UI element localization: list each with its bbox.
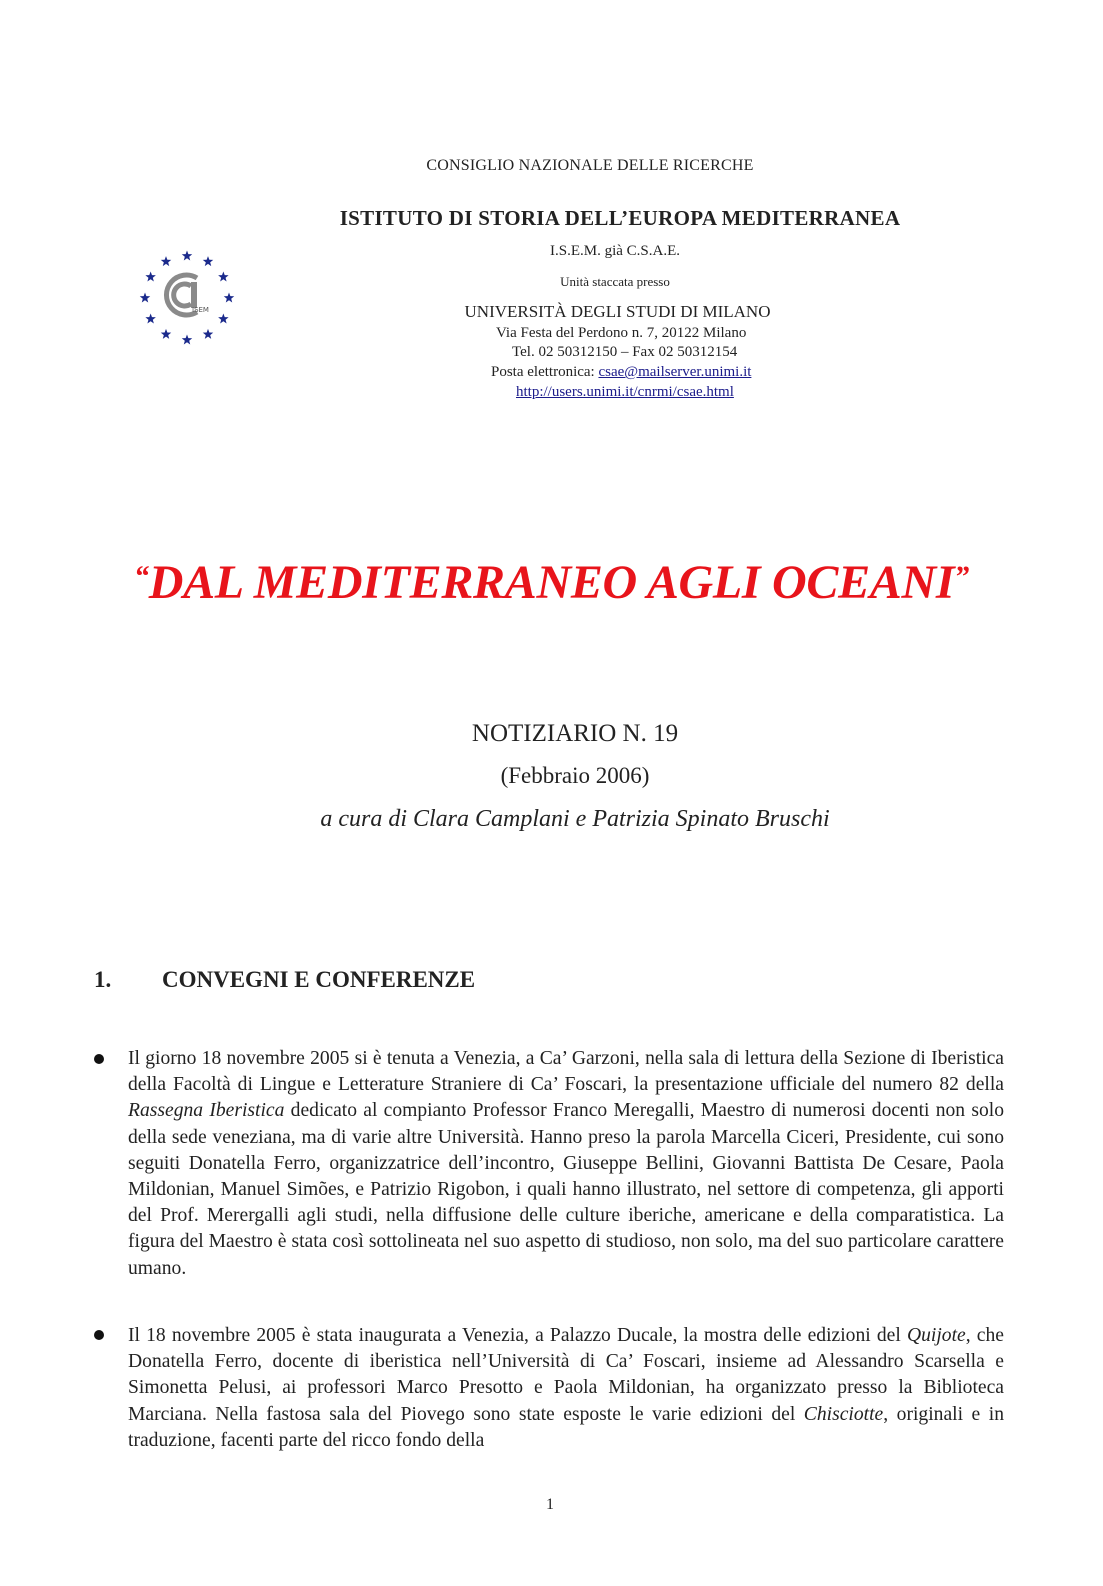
bullet-icon	[94, 1054, 104, 1064]
newsletter-title	[100, 555, 1003, 610]
star-icon	[203, 256, 213, 266]
title-open-quote: “	[134, 560, 149, 593]
star-icon	[145, 314, 155, 324]
issue-editors: a cura di Clara Camplani e Patrizia Spinato Bruschi	[320, 806, 830, 832]
website-link[interactable]: http://users.unimi.it/cnrmi/csae.html	[516, 384, 734, 400]
list-item	[128, 1323, 1004, 1454]
star-icon	[145, 272, 155, 282]
journal-title: Rassegna Iberistica	[128, 1100, 285, 1122]
cnr-heading: CONSIGLIO NAZIONALE DELLE RICERCHE	[426, 157, 754, 174]
section-heading	[94, 967, 475, 993]
star-icon	[140, 293, 150, 303]
bullet-icon	[94, 1330, 104, 1340]
paragraph-text: Il 18 novembre 2005 è stata inaugurata a Venezia, a Palazzo Ducale, la mostra delle edizioni del	[128, 1325, 907, 1346]
page-number: 1	[546, 1496, 554, 1513]
list-item	[128, 1046, 1004, 1282]
star-icon	[182, 335, 192, 345]
phone-fax: Tel. 02 50312150 – Fax 02 50312154	[512, 344, 738, 360]
paragraph-text: , originali e in traduzione, facenti parte del ricco fondo della	[128, 1403, 1004, 1451]
paragraph-text: , che Donatella Ferro, docente di iberistica nell’Università di Ca’ Foscari, insieme ad Alessandro Scarsella e Simonetta Pelusi, ai professori Marco Presotto e Paola Mildonian, ha organizzato presso la Biblioteca Marciana. Nella fastosa sala del Piovego sono state esposte le varie edizioni del	[128, 1325, 1004, 1425]
logo-text: ISEM	[192, 306, 209, 314]
email-label: Posta elettronica:	[491, 364, 599, 380]
paragraph-text: Il giorno 18 novembre 2005 si è tenuta a Venezia, a Ca’ Garzoni, nella sala di lettura della Sezione di Iberistica della Facoltà di Lingue e Letterature Straniere di Ca’ Foscari, la presentazione ufficiale del numero 82 della	[128, 1048, 1004, 1096]
star-icon	[161, 256, 171, 266]
university-name: UNIVERSITÀ DEGLI STUDI DI MILANO	[464, 302, 771, 321]
email-link[interactable]: csae@mailserver.unimi.it	[598, 364, 752, 380]
email-line	[491, 364, 751, 381]
paragraph-text: dedicato al compianto Professor Franco Meregalli, Maestro di numerosi docenti non solo della sede veneziana, ma di varie altre Università. Hanno preso la parola Marcella Ciceri, Presidente, cui sono seguiti Donatella Ferro, organizzatrice dell’incontro, Giuseppe Bellini, Giovanni Battista De Cesare, Paola Mildonian, Manuel Simões, e Patrizio Rigobon, i quali hanno illustrato, nel settore di competenza, gli apporti del Prof. Merergalli agli studi, nella diffusione delle culture iberiche, americane e della comparatistica. La figura del Maestro è stata così sottolineata nel suo aspetto di studioso, non solo, ma del suo particolare carattere umano.	[128, 1100, 1004, 1279]
star-icon	[218, 272, 228, 282]
star-icon	[218, 314, 228, 324]
institute-acronym: I.S.E.M. già C.S.A.E.	[549, 243, 680, 259]
issue-date: (Febbraio 2006)	[500, 763, 650, 788]
section-title: CONVEGNI E CONFERENZE	[162, 967, 476, 992]
star-icon	[224, 293, 234, 303]
detached-unit-label: Unità staccata presso	[560, 274, 670, 289]
book-title: Quijote	[906, 1325, 966, 1346]
title-text: DAL MEDITERRANEO AGLI OCEANI	[148, 556, 955, 609]
issue-number: NOTIZIARIO N. 19	[471, 720, 679, 747]
title-close-quote: ”	[954, 560, 969, 593]
institute-heading: ISTITUTO DI STORIA DELL’EUROPA MEDITERRANEA	[339, 206, 901, 230]
website-line	[516, 384, 734, 401]
cnr-isem-logo-icon	[137, 248, 237, 348]
postal-address: Via Festa del Perdono n. 7, 20122 Milano	[496, 325, 747, 341]
star-icon	[182, 251, 192, 261]
section-number: 1.	[94, 967, 112, 992]
star-icon	[203, 329, 213, 339]
book-title: Chisciotte	[803, 1403, 884, 1425]
star-icon	[161, 329, 171, 339]
